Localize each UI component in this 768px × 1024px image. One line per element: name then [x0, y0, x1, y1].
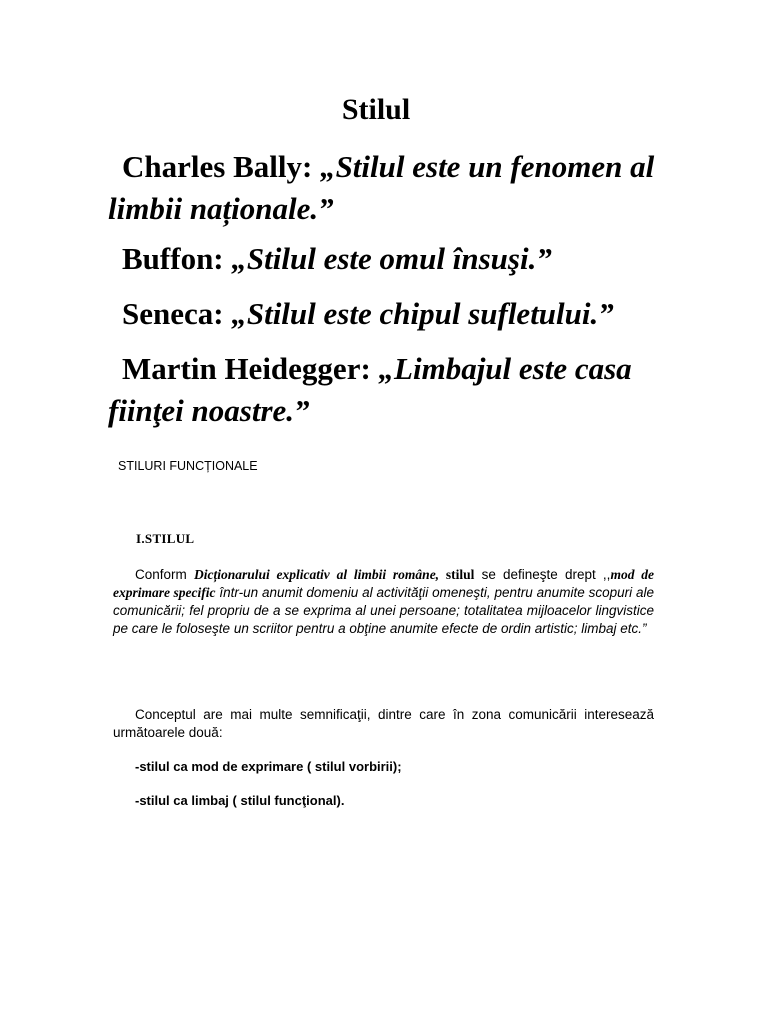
quote-heidegger — [108, 348, 668, 432]
quote-text: „Stilul este chipul sufletului.” — [231, 296, 614, 331]
quote-buffon — [108, 238, 668, 280]
concept-paragraph — [113, 706, 654, 742]
quote-bally — [108, 146, 668, 230]
quote-author: Buffon: — [122, 241, 224, 276]
quote-author: Charles Bally: — [122, 149, 313, 184]
quote-text: „Stilul este omul însuşi.” — [231, 241, 552, 276]
defined-term: stilul — [439, 567, 475, 582]
quote-seneca — [108, 293, 668, 335]
quote-text: „Stilul este un fenomen al limbii naționale.” — [108, 149, 655, 226]
dictionary-source: Dicționarului explicativ al limbii române, — [193, 567, 440, 582]
definition-text: într-un anumit domeniu al activităţii omeneşti, pentru anumite scopuri ale comunicării; fel propriu de a se exprima al unei persoane; totalitatea mijloacelor lingvistice pe care le foloseşte un scriitor pentru a obţine anumite efecte de ordin artistic; limbaj etc.” — [113, 585, 654, 636]
quote-text: „Limbajul este casa fiinţei noastre.” — [108, 351, 632, 428]
definition-paragraph — [113, 566, 654, 638]
list-item: -stilul ca mod de exprimare ( stilul vorbirii); — [135, 759, 402, 774]
paragraph-connector: se defineşte drept ,, — [474, 567, 611, 582]
concept-text: Conceptul are mai multe semnificaţii, dintre care în zona comunicării interesează următoarele două: — [113, 707, 654, 740]
page-title: Stilul — [341, 93, 411, 126]
paragraph-lead: Conform — [135, 567, 194, 582]
quote-author: Martin Heidegger: — [122, 351, 371, 386]
section-heading: I.STILUL — [136, 531, 195, 546]
list-item: -stilul ca limbaj ( stilul funcţional). — [135, 793, 345, 808]
definition-bold: mod de exprimare specific — [113, 567, 654, 600]
quote-author: Seneca: — [122, 296, 224, 331]
section-label: STILURI FUNCȚIONALE — [118, 459, 258, 473]
